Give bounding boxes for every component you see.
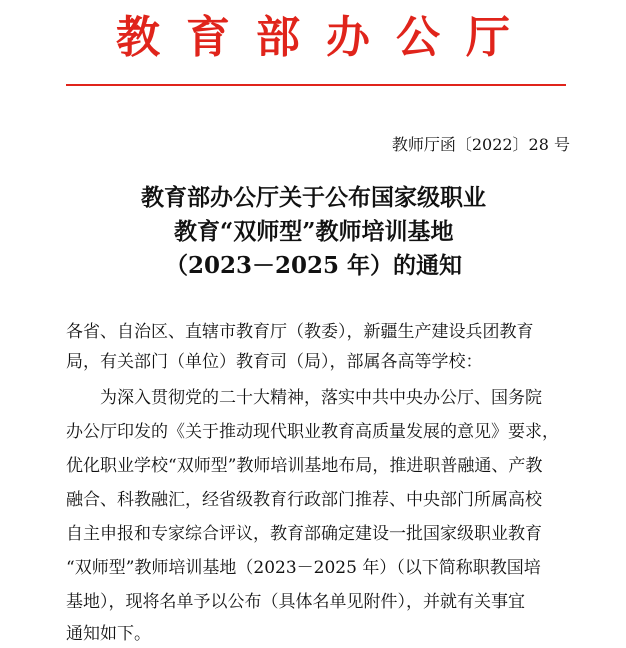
body-line-9: 基地），现将名单予以公布（具体名单见附件），并就有关事宜 (66, 592, 525, 612)
masthead-title: 教育部办公厅 (116, 12, 536, 63)
body-line-2: 局，有关部门（单位）教育司（局），部属各高等学校： (66, 352, 483, 372)
body-line-3: 为深入贯彻党的二十大精神，落实中共中央办公厅、国务院 (66, 388, 542, 408)
notice-title-line-3: （2023－2025 年）的通知 (165, 252, 463, 279)
document-number: 教师厅函〔2022〕28 号 (391, 135, 570, 154)
red-divider-line (66, 84, 566, 86)
body-line-6: 融合、科教融汇，经省级教育行政部门推荐、中央部门所属高校 (66, 490, 542, 510)
body-line-8: “双师型”教师培训基地（2023－2025 年）（以下简称职教国培 (66, 558, 541, 578)
body-line-4: 办公厅印发的《关于推动现代职业教育高质量发展的意见》要求， (66, 422, 559, 442)
body-line-1: 各省、自治区、直辖市教育厅（教委），新疆生产建设兵团教育 (66, 322, 534, 342)
body-line-10: 通知如下。 (66, 624, 151, 644)
body-line-7: 自主申报和专家综合评议，教育部确定建设一批国家级职业教育 (66, 524, 542, 544)
notice-title-line-1: 教育部办公厅关于公布国家级职业 (141, 184, 486, 211)
body-line-5: 优化职业学校“双师型”教师培训基地布局，推进职普融通、产教 (66, 456, 543, 476)
notice-title-line-2: 教育“双师型”教师培训基地 (174, 218, 454, 245)
